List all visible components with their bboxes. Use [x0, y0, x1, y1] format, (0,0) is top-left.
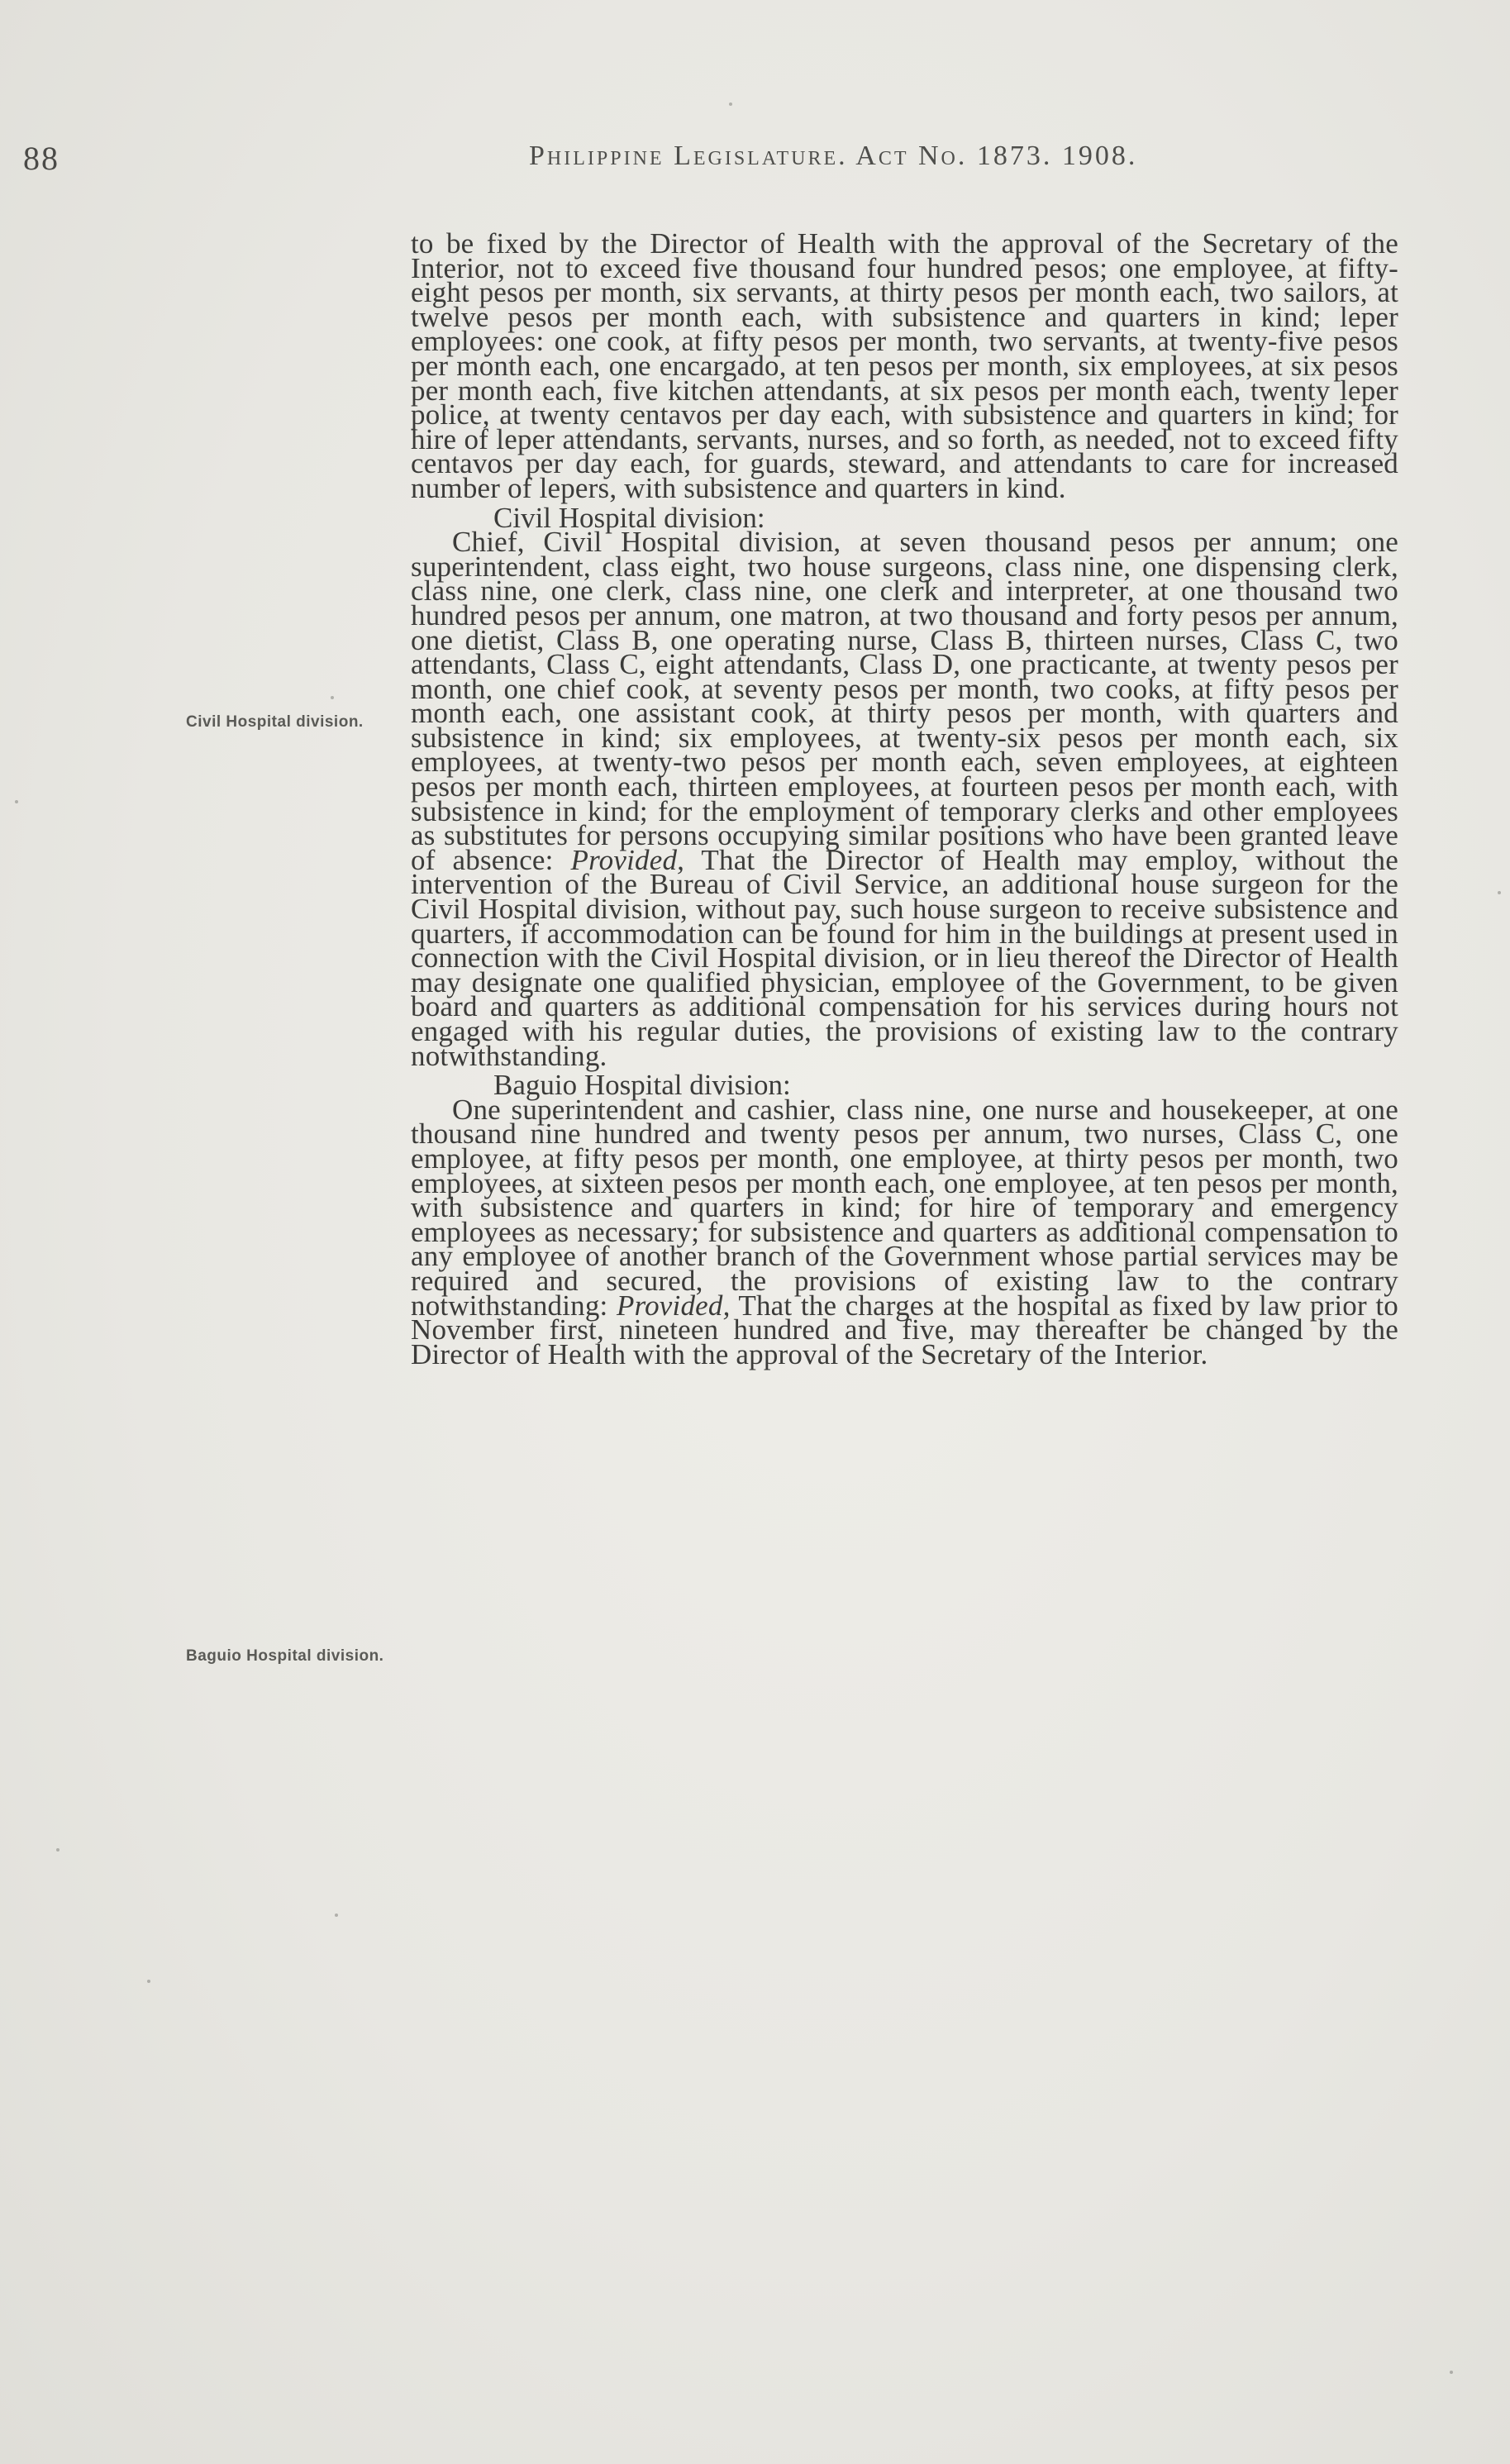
ink-speck [1450, 2371, 1453, 2374]
civil-text-part-a: Chief, Civil Hospital division, at seven thousand pesos per annum; one superintendent, class eight, two house surgeons, class nine, one dispensing clerk, class nine, one clerk, class nine, one clerk and interpreter, at one thousand two hundred pesos per annum, one matron, at two thousand and forty pesos per annum, one dietist, Class B, one operating nurse, Class B, thirteen nurses, Class C, two attendants, Class C, eight attendants, Class D, one practicante, at twenty pesos per month, one chief cook, at seventy pesos per month, two cooks, at fifty pesos per month each, one assistant cook, at thirty pesos per month, with quarters and subsistence in kind; six employees, at twenty-six pesos per month each, six employees, at twenty-two pesos per month each, seven employees, at eighteen pesos per month each, thirteen employees, at fourteen pesos per month each, with subsistence in kind; for the employment of temporary clerks and other employees as substitutes for persons occupying similar positions who have been granted leave of absence: [411, 526, 1398, 876]
paragraph-leper-employees: to be fixed by the Director of Health with the approval of the Secretary of the Interior, not to exceed five thousand four hundred pesos; one employee, at fifty-eight pesos per month, six servants, at thirty pesos per month each, two sailors, at twelve pesos per month each, with subsistence and quarters in kind; leper employees: one cook, at fifty pesos per month, two servants, at twenty-five pesos per month each, one encargado, at ten pesos per month, six employees, at six pesos per month each, five kitchen attendants, at six pesos per month each, twenty leper police, at twenty centavos per day each, with subsistence and quarters in kind; for hire of leper attendants, servants, nurses, and so forth, as needed, not to exceed fifty centavos per day each, for guards, steward, and attendants to care for increased number of lepers, with subsistence and quarters in kind. [411, 227, 1398, 504]
margin-note-civil-hospital: Civil Hospital division. [186, 713, 364, 731]
ink-speck [331, 696, 334, 699]
civil-text-part-b: That the Director of Health may employ, without the intervention of the Bureau of Civil Service, an additional house surgeon for the Civil Hospital division, without pay, such house surgeon to receive subsistence and quarters, if accommodation can be found for him in the buildings at present used in connection with the Civil Hospital division, or in lieu thereof the Director of Health may designate one qualified physician, employee of the Government, to be given board and quarters as additional compensation for his services during hours not engaged with his regular duties, the provisions of existing law to the contrary notwithstanding. [411, 843, 1398, 1072]
ink-speck [147, 1980, 150, 1983]
baguio-text-part-a: One superintendent and cashier, class nine, one nurse and housekeeper, at one thousand nine hundred and twenty pesos per annum, two nurses, Class C, one employee, at fifty pesos per month, one employee, at thirty pesos per month, two employees, at sixteen pesos per month each, one employee, at ten pesos per month, with subsistence and quarters in kind; for hire of temporary and emergency employees as necessary; for subsistence and quarters as additional compensation to any employee of another branch of the Government whose partial services may be required and secured, the provisions of existing law to the contrary notwithstanding: [411, 1093, 1398, 1322]
margin-note-baguio-hospital: Baguio Hospital division. [186, 1647, 384, 1665]
ink-speck [1498, 891, 1501, 894]
civil-proviso: Provided, [570, 843, 685, 876]
ink-speck [729, 102, 732, 106]
page-number: 88 [23, 140, 60, 177]
body-text-column [411, 227, 1398, 1370]
baguio-text-part-b: That the charges at the hospital as fixed by law prior to November first, nineteen hundred and five, may thereafter be changed by the Director of Health with the approval of the Secretary of the Interior. [411, 1289, 1398, 1370]
ink-speck [56, 1848, 60, 1852]
heading-civil-hospital-division: Civil Hospital division: [493, 501, 765, 534]
paragraph-civil-hospital [411, 526, 1398, 1072]
heading-baguio-hospital-division: Baguio Hospital division: [493, 1069, 791, 1102]
paragraph-baguio-hospital [411, 1093, 1398, 1370]
ink-speck [15, 800, 18, 803]
ink-speck [335, 1914, 338, 1917]
running-head: Philippine Legislature. Act No. 1873. 1908. [529, 141, 1138, 171]
baguio-proviso: Provided, [616, 1289, 731, 1322]
